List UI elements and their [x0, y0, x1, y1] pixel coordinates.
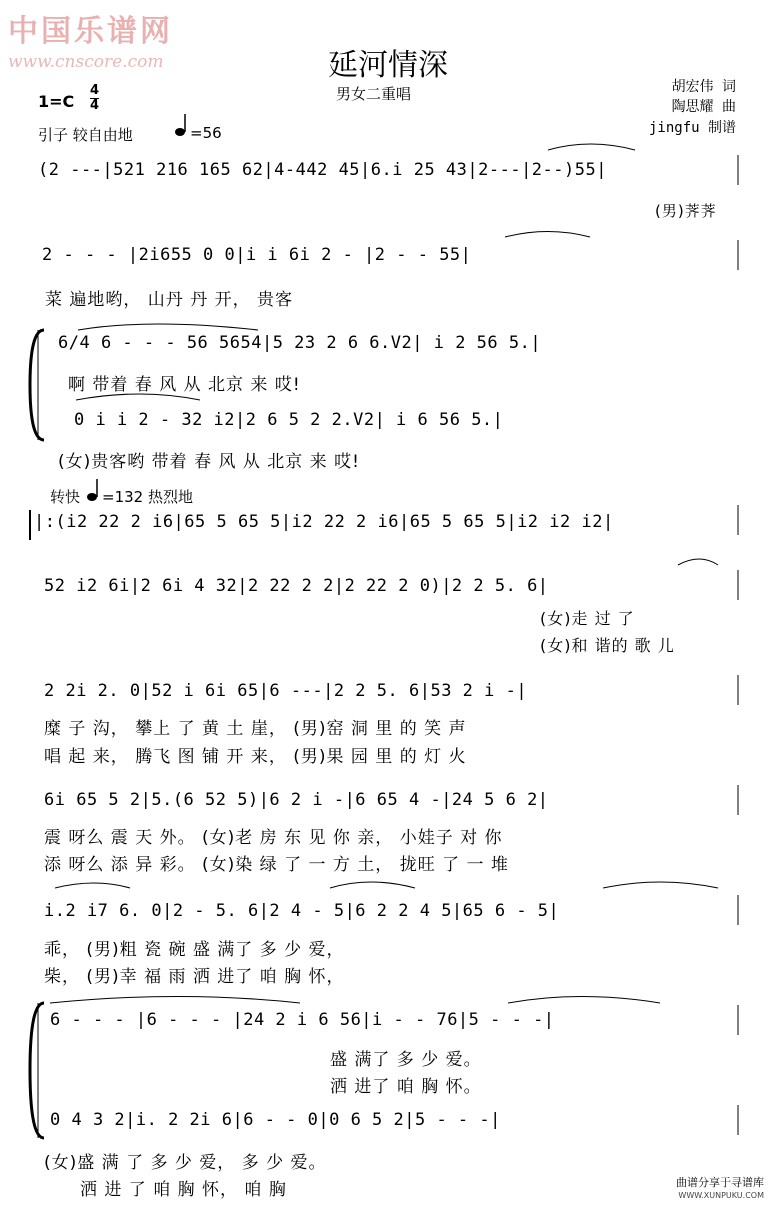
system-3-upper-lyric: 啊 带着 春 风 从 北京 来 哎!	[68, 375, 301, 395]
system-4-notes: |:(i2 22 2 i6|65 5 65 5|i2 22 2 i6|65 5 65 5|i2 i2 i2|	[34, 512, 614, 532]
system-3-lower-lyric: (女)贵客哟 带着 春 风 从 北京 来 哎!	[58, 452, 360, 472]
system-1-lyric: (男)荠荠	[655, 202, 717, 220]
time-signature	[90, 84, 99, 113]
tempo-change-label: 转快	[50, 488, 81, 506]
system-3-upper-notes: 6/4 6 - - - 56 5654|5 23 2 6 6.V2| i 2 56 5.|	[58, 333, 542, 353]
system-6-notes: 2 2i 2. 0|52 i 6i 65|6 ---|2 2 5. 6|53 2 i -|	[44, 681, 528, 701]
key-signature: 1=C	[38, 92, 75, 111]
system-5-lyric-1: (女)走 过 了	[540, 609, 635, 628]
intro-tempo: =56	[190, 124, 222, 142]
watermark-url: www.cnscore.com	[8, 52, 164, 72]
engraver-credit: jingfu 制谱	[648, 120, 736, 136]
lyricist-credit: 胡宏伟 词	[671, 79, 736, 95]
system-7-lyric-2: 添 呀么 添 异 彩。 (女)染 绿 了 一 方 土， 拢旺 了 一 堆	[44, 855, 509, 875]
system-8-notes: i.2 i7 6. 0|2 - 5. 6|2 4 - 5|6 2 2 4 5|65 6 - 5|	[44, 901, 560, 921]
intro-marking: 引子 较自由地	[38, 126, 133, 144]
time-signature-top: 4	[90, 83, 100, 98]
song-title: 延河情深	[328, 48, 448, 83]
system-2-lyric: 菜 遍地哟， 山丹 丹 开， 贵客	[45, 290, 294, 310]
system-7-notes: 6i 65 5 2|5.(6 52 5)|6 2 i -|6 65 4 -|24 5 6 2|	[44, 790, 549, 810]
system-9-lower-lyric-2: 洒 进 了 咱 胸 怀， 咱 胸	[80, 1180, 287, 1200]
system-8-lyric-2: 柴， (男)幸 福 雨 洒 进了 咱 胸 怀，	[44, 967, 345, 987]
system-5-notes: 52 i2 6i|2 6i 4 32|2 22 2 2|2 22 2 0)|2 2 5. 6|	[44, 576, 549, 596]
footer-url: WWW.XUNPUKU.COM	[678, 1191, 764, 1200]
system-9-upper-notes: 6 - - - |6 - - - |24 2 i 6 56|i - - 76|5 - - -|	[50, 1010, 555, 1030]
system-6-lyric-2: 唱 起 来， 腾飞 图 铺 开 来， (男)果 园 里 的 灯 火	[44, 747, 467, 767]
time-signature-bottom: 4	[90, 98, 100, 113]
footer-text: 曲谱分享于寻谱库	[676, 1176, 764, 1189]
watermark-logo: 中国乐谱网	[8, 14, 173, 49]
system-9-upper-lyric-2: 洒 进了 咱 胸 怀。	[330, 1077, 482, 1097]
composer-credit: 陶思耀 曲	[671, 99, 736, 115]
system-9-lower-notes: 0 4 3 2|i. 2 2i 6|6 - - 0|0 6 5 2|5 - - -|	[50, 1110, 501, 1130]
system-1-notes: (2 ---|521 216 165 62|4-442 45|6.i 25 43|2---|2--)55|	[38, 160, 607, 180]
system-5-lyric-2: (女)和 谐的 歌 儿	[540, 636, 675, 655]
system-9-lower-lyric-1: (女)盛 满 了 多 少 爱， 多 少 爱。	[44, 1153, 327, 1173]
system-6-lyric-1: 糜 子 沟， 攀上 了 黄 土 崖， (男)窑 洞 里 的 笑 声	[44, 719, 467, 739]
tempo-change-value: =132 热烈地	[102, 488, 193, 506]
system-2-notes: 2 - - - |2i655 0 0|i i 6i 2 - |2 - - 55|	[42, 245, 472, 265]
system-7-lyric-1: 震 呀么 震 天 外。 (女)老 房 东 见 你 亲， 小娃子 对 你	[44, 828, 503, 848]
song-subtitle: 男女二重唱	[336, 85, 412, 103]
site-footer[interactable]	[676, 1176, 764, 1202]
system-3-lower-notes: 0 i i 2 - 32 i2|2 6 5 2 2.V2| i 6 56 5.|	[74, 410, 504, 430]
system-8-lyric-1: 乖， (男)粗 瓷 碗 盛 满了 多 少 爱，	[44, 940, 345, 960]
system-9-upper-lyric-1: 盛 满了 多 少 爱。	[330, 1050, 482, 1070]
